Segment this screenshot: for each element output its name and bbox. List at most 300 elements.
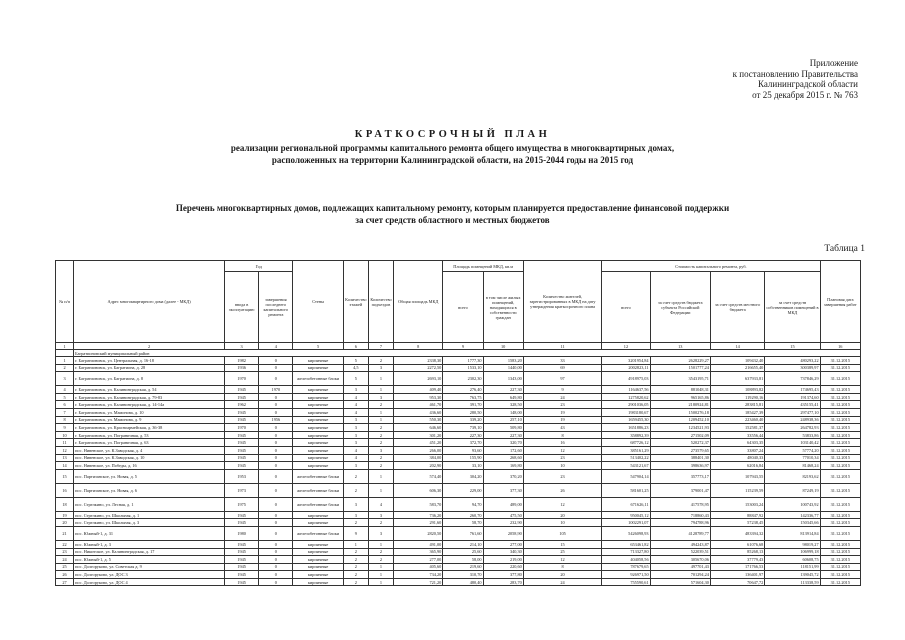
row-year-built: 1945 — [225, 578, 259, 586]
row-year-built: 1945 — [225, 519, 259, 527]
row-cost-owners: 57774,20 — [765, 446, 820, 454]
row-premises-owned: 377,30 — [483, 483, 523, 497]
row-residents: 97 — [523, 372, 601, 386]
row-premises-owned: 257,10 — [483, 416, 523, 424]
table-label: Таблица 1 — [824, 244, 865, 254]
row-year-built: 1945 — [225, 462, 259, 470]
row-residents: 10 — [523, 519, 601, 527]
row-number: 24 — [56, 556, 74, 564]
row-cost-local: 637933,81 — [710, 372, 764, 386]
row-number: 14 — [56, 462, 74, 470]
row-entrances: 1 — [368, 483, 393, 497]
row-total-area: 409,40 — [394, 386, 443, 394]
row-address: пос. Южный-1, д. 3 — [74, 540, 225, 548]
row-cost-local: 283815,81 — [710, 401, 764, 409]
row-premises-owned: 2058,90 — [483, 526, 523, 540]
row-cost-fund: 494243,87 — [650, 540, 710, 548]
row-cost-owners: 100743,92 — [765, 497, 820, 511]
row-cost-local: 61076,68 — [710, 540, 764, 548]
row-deadline: 31.12.2015 — [820, 462, 860, 470]
table-row — [56, 424, 861, 432]
row-premises-owned: 227,30 — [483, 431, 523, 439]
row-walls: кирпичные — [293, 416, 343, 424]
table-row — [56, 372, 861, 386]
row-cost-fund: 881048,31 — [650, 386, 710, 394]
row-floors: 3 — [343, 386, 368, 394]
row-premises-total: 739,10 — [443, 424, 483, 432]
table-row — [56, 556, 861, 564]
row-entrances: 1 — [368, 571, 393, 579]
row-cost-fund: 379001,47 — [650, 483, 710, 497]
row-walls: железобетонные блоки — [293, 483, 343, 497]
row-entrances: 1 — [368, 372, 393, 386]
row-year-repair: 0 — [259, 483, 293, 497]
table-row — [56, 540, 861, 548]
row-cost-owners: 300389,97 — [765, 364, 820, 372]
col-header-cost-local: за счет средств местного бюджета — [710, 272, 764, 343]
row-premises-total: 276,40 — [443, 386, 483, 394]
col-header-entrances: Количество подъездов — [368, 261, 393, 343]
row-number: 10 — [56, 431, 74, 439]
row-cost-local: 136401,97 — [710, 571, 764, 579]
row-premises-total: 280,50 — [443, 408, 483, 416]
row-entrances: 1 — [368, 540, 393, 548]
row-cost-total: 547904,14 — [602, 469, 650, 483]
row-cost-local: 185427,39 — [710, 408, 764, 416]
row-year-repair: 0 — [259, 364, 293, 372]
row-residents: 23 — [523, 401, 601, 409]
row-total-area: 301,20 — [394, 431, 443, 439]
table-row — [56, 469, 861, 483]
row-total-area: 266,00 — [394, 446, 443, 454]
table-row — [56, 416, 861, 424]
row-year-repair: 0 — [259, 563, 293, 571]
row-walls: железобетонные блоки — [293, 526, 343, 540]
row-cost-fund: 571604,30 — [650, 578, 710, 586]
row-entrances: 1 — [368, 416, 393, 424]
col-header-premises-owned: в том числе жилых помещений, находящихся в собственности граждан — [483, 272, 523, 343]
row-premises-total: 310,70 — [443, 571, 483, 579]
row-address: г. Багратионовск, ул. Красноармейская, д. 36-38 — [74, 424, 225, 432]
row-cost-owners: 150345,66 — [765, 519, 820, 527]
row-deadline: 31.12.2015 — [820, 357, 860, 365]
row-number: 18 — [56, 497, 74, 511]
row-walls: кирпичные — [293, 386, 343, 394]
row-cost-local: 107943,55 — [710, 469, 764, 483]
row-premises-owned: 649,80 — [483, 393, 523, 401]
col-header-cost-fund: за счет средств бюджета субъекта Российской Федерации — [650, 272, 710, 343]
row-entrances: 3 — [368, 526, 393, 540]
row-premises-total: 58,00 — [443, 556, 483, 564]
column-number-cell: 13 — [650, 343, 710, 350]
row-deadline: 31.12.2015 — [820, 416, 860, 424]
column-number-cell: 11 — [523, 343, 601, 350]
row-deadline: 31.12.2015 — [820, 526, 860, 540]
row-year-built: 1982 — [225, 357, 259, 365]
row-floors: 3 — [343, 439, 368, 447]
row-floors: 3 — [343, 416, 368, 424]
column-number-cell: 4 — [259, 343, 293, 350]
row-year-built: 1945 — [225, 571, 259, 579]
row-cost-fund: 273579,65 — [650, 446, 710, 454]
row-walls: кирпичные — [293, 578, 343, 586]
row-residents: 12 — [523, 446, 601, 454]
row-premises-total: 260,70 — [443, 511, 483, 519]
row-cost-total: 926971,50 — [602, 571, 650, 579]
row-number: 4 — [56, 386, 74, 394]
subtitle-line: реализации региональной программы капитального ремонта общего имущества в многоквартирных домах, — [230, 143, 675, 153]
row-year-built: 1945 — [225, 454, 259, 462]
row-number: 23 — [56, 548, 74, 556]
row-residents: 12 — [523, 556, 601, 564]
row-year-built: 1953 — [225, 469, 259, 483]
row-year-built: 1970 — [225, 424, 259, 432]
row-cost-fund: 271502,09 — [650, 431, 710, 439]
row-residents: 43 — [523, 424, 601, 432]
row-residents: 20 — [523, 511, 601, 519]
table-row — [56, 519, 861, 527]
row-floors: 3 — [343, 497, 368, 511]
row-address: пос. Долгоруково, ул. ДОС 3 — [74, 571, 225, 579]
row-address: г. Багратионовск, ул. Калининградская, д. 14-14а — [74, 401, 225, 409]
document-subtitle — [0, 142, 905, 166]
column-number-cell: 3 — [225, 343, 259, 350]
row-number: 1 — [56, 357, 74, 365]
col-header-deadline: Плановая дата завершения работ — [820, 261, 860, 343]
table-row — [56, 548, 861, 556]
row-floors: 2 — [343, 519, 368, 527]
row-cost-total: 653461,82 — [602, 540, 650, 548]
row-cost-fund: 497701,43 — [650, 563, 710, 571]
row-cost-local: 115239,59 — [710, 483, 764, 497]
column-number-cell: 16 — [820, 343, 860, 350]
row-premises-owned: 377,80 — [483, 571, 523, 579]
row-number: 16 — [56, 483, 74, 497]
row-cost-fund: 417578,95 — [650, 497, 710, 511]
table-row — [56, 446, 861, 454]
row-cost-fund: 794788,96 — [650, 519, 710, 527]
row-cost-total: 1659455,30 — [602, 416, 650, 424]
row-deadline: 31.12.2015 — [820, 578, 860, 586]
row-cost-local: 62016,84 — [710, 462, 764, 470]
row-total-area: 405,60 — [394, 563, 443, 571]
row-total-area: 277,00 — [394, 556, 443, 564]
row-cost-total: 385161,29 — [602, 446, 650, 454]
row-cost-owners: 87249,19 — [765, 483, 820, 497]
row-cost-total: 1651886,23 — [602, 424, 650, 432]
row-number: 2 — [56, 364, 74, 372]
row-floors: 5 — [343, 372, 368, 386]
table-row — [56, 511, 861, 519]
row-address: пос. Нивенское, ул. Победы, д. 16 — [74, 462, 225, 470]
row-cost-total: 2901036,05 — [602, 401, 650, 409]
table-row — [56, 364, 861, 372]
row-year-built: 1945 — [225, 446, 259, 454]
row-year-built: 1945 — [225, 548, 259, 556]
row-cost-total: 1164637,56 — [602, 386, 650, 394]
row-total-area: 384,00 — [394, 454, 443, 462]
col-header-floors: Количество этажей — [343, 261, 368, 343]
row-floors: 4 — [343, 401, 368, 409]
row-entrances: 3 — [368, 511, 393, 519]
row-year-built: 1980 — [225, 526, 259, 540]
row-entrances: 1 — [368, 408, 393, 416]
row-number: 21 — [56, 526, 74, 540]
col-header-total-area: Общая площадь МКД — [394, 261, 443, 343]
row-entrances: 2 — [368, 462, 393, 470]
row-cost-owners: 174695,43 — [765, 386, 820, 394]
row-premises-total: 229,00 — [443, 483, 483, 497]
row-cost-total: 543121,67 — [602, 462, 650, 470]
row-premises-total: 1533,10 — [443, 364, 483, 372]
row-year-built: 1945 — [225, 511, 259, 519]
row-entrances: 3 — [368, 393, 393, 401]
row-cost-total: 1275820,62 — [602, 393, 650, 401]
row-residents: 23 — [523, 469, 601, 483]
row-premises-total: 1777,30 — [443, 357, 483, 365]
row-cost-total: 2002823,11 — [602, 364, 650, 372]
row-address: г. Багратионовск, ул. Багратиона, д. 8 — [74, 372, 225, 386]
column-number-cell: 9 — [443, 343, 483, 350]
row-deadline: 31.12.2015 — [820, 393, 860, 401]
row-cost-total: 581601,25 — [602, 483, 650, 497]
row-year-built: 1945 — [225, 540, 259, 548]
row-floors: 4 — [343, 408, 368, 416]
row-floors: 4 — [343, 446, 368, 454]
col-header-cost: Стоимость капитального ремонта, руб. — [602, 261, 820, 272]
appendix-line: Калининградской области — [757, 79, 858, 89]
row-cost-total: 671626,11 — [602, 497, 650, 511]
row-year-repair: 0 — [259, 571, 293, 579]
column-number-cell: 14 — [710, 343, 764, 350]
row-cost-total: 358892,39 — [602, 431, 650, 439]
row-premises-owned: 328,50 — [483, 401, 523, 409]
row-cost-owners: 82193,62 — [765, 469, 820, 483]
row-premises-owned: 219,00 — [483, 556, 523, 564]
row-premises-total: 763,75 — [443, 393, 483, 401]
row-number: 22 — [56, 540, 74, 548]
table-row — [56, 393, 861, 401]
row-cost-fund: 388401,30 — [650, 454, 710, 462]
row-deadline: 31.12.2015 — [820, 571, 860, 579]
row-cost-fund: 2180924,81 — [650, 401, 710, 409]
row-premises-owned: 509,80 — [483, 424, 523, 432]
row-cost-local: 483394,32 — [710, 526, 764, 540]
row-address: г. Багратионовск, ул. Багратиона, д. 28 — [74, 364, 225, 372]
row-deadline: 31.12.2015 — [820, 483, 860, 497]
row-entrances: 2 — [368, 439, 393, 447]
list-title-line: Перечень многоквартирных домов, подлежащих капитальному ремонту, которым планируется предоставление финансовой поддержки — [175, 203, 730, 213]
row-floors: 9 — [343, 526, 368, 540]
row-cost-owners: 480293,22 — [765, 357, 820, 365]
row-year-repair: 0 — [259, 424, 293, 432]
row-premises-total: 94,70 — [443, 497, 483, 511]
row-floors: 2 — [343, 483, 368, 497]
row-entrances: 2 — [368, 519, 393, 527]
column-number-row — [56, 343, 861, 350]
row-cost-owners: 139045,72 — [765, 571, 820, 579]
row-cost-owners: 435155,41 — [765, 401, 820, 409]
row-cost-local: 216655,40 — [710, 364, 764, 372]
appendix-line: к постановлению Правительства — [732, 68, 858, 79]
table-row — [56, 386, 861, 394]
table-row — [56, 563, 861, 571]
row-cost-total: 1983180,67 — [602, 408, 650, 416]
row-number: 11 — [56, 439, 74, 447]
row-year-repair: 0 — [259, 408, 293, 416]
row-cost-fund: 965165,86 — [650, 393, 710, 401]
row-cost-owners: 60608,75 — [765, 556, 820, 564]
row-walls: железобетонные блоки — [293, 497, 343, 511]
row-address: пос. Долгоруково, ул. Советская д. 9 — [74, 563, 225, 571]
row-address: пос. Нивенское, ул. К.Заводская, д. 4 — [74, 446, 225, 454]
row-cost-total: 3201954,84 — [602, 357, 650, 365]
row-address: г. Багратионовск, ул. Калининградская, д. 79-83 — [74, 393, 225, 401]
row-premises-total: 155,90 — [443, 454, 483, 462]
row-total-area: 451,20 — [394, 439, 443, 447]
row-total-area: 491,00 — [394, 540, 443, 548]
row-deadline: 31.12.2015 — [820, 386, 860, 394]
row-number: 27 — [56, 578, 74, 586]
row-floors: 3 — [343, 424, 368, 432]
row-total-area: 202,90 — [394, 462, 443, 470]
row-cost-local: 37779,43 — [710, 556, 764, 564]
table-row — [56, 526, 861, 540]
row-year-repair: 1956 — [259, 416, 293, 424]
row-number: 13 — [56, 454, 74, 462]
row-walls: кирпичные — [293, 519, 343, 527]
row-walls: кирпичные — [293, 357, 343, 365]
row-number: 5 — [56, 393, 74, 401]
row-address: г. Багратионовск, ул. Центральная, д. 16-18 — [74, 357, 225, 365]
row-cost-total: 5426098,93 — [602, 526, 650, 540]
row-year-repair: 0 — [259, 469, 293, 483]
row-premises-total: 391,70 — [443, 401, 483, 409]
row-address: г. Багратионовск, ул. Пограничная, д. 53 — [74, 431, 225, 439]
row-cost-fund: 2628229,27 — [650, 357, 710, 365]
row-number: 7 — [56, 408, 74, 416]
row-walls: кирпичные — [293, 462, 343, 470]
row-residents: 9 — [523, 386, 601, 394]
row-year-built: 1936 — [225, 364, 259, 372]
row-cost-fund: 522039,51 — [650, 548, 710, 556]
row-deadline: 31.12.2015 — [820, 372, 860, 386]
row-year-built: 1945 — [225, 556, 259, 564]
row-premises-owned: 227,30 — [483, 386, 523, 394]
row-year-repair: 0 — [259, 511, 293, 519]
row-cost-local: 153003,24 — [710, 497, 764, 511]
table-row — [56, 454, 861, 462]
row-deadline: 31.12.2015 — [820, 548, 860, 556]
row-year-built: 1945 — [225, 439, 259, 447]
row-deadline: 31.12.2015 — [820, 469, 860, 483]
row-cost-local: 88847,92 — [710, 511, 764, 519]
row-number: 25 — [56, 563, 74, 571]
row-cost-owners: 737846,29 — [765, 372, 820, 386]
row-year-repair: 0 — [259, 431, 293, 439]
row-total-area: 291,60 — [394, 519, 443, 527]
row-cost-owners: 813914,84 — [765, 526, 820, 540]
row-floors: 3 — [343, 431, 368, 439]
document-title: КРАТКОСРОЧНЫЙ ПЛАН — [354, 129, 551, 140]
row-premises-owned: 475,50 — [483, 511, 523, 519]
row-walls: кирпичные — [293, 439, 343, 447]
row-cost-fund: 520272,37 — [650, 439, 710, 447]
row-walls: кирпичные — [293, 446, 343, 454]
row-cost-total: 687726,12 — [602, 439, 650, 447]
row-residents: 33 — [523, 357, 601, 365]
row-walls: кирпичные — [293, 431, 343, 439]
col-header-premises-area: Площадь помещений МКД, кв.м — [443, 261, 523, 272]
row-walls: кирпичные — [293, 571, 343, 579]
row-address: пос. Стрелкино, ул. Лесная, д. 1 — [74, 497, 225, 511]
row-premises-total: 339,20 — [443, 416, 483, 424]
appendix-line: Приложение — [809, 58, 858, 68]
row-number: 8 — [56, 416, 74, 424]
row-deadline: 31.12.2015 — [820, 401, 860, 409]
row-cost-fund: 3543195,71 — [650, 372, 710, 386]
table-row — [56, 408, 861, 416]
row-floors: 3 — [343, 511, 368, 519]
column-number-cell: 2 — [74, 343, 225, 350]
list-title-line: за счет средств областного и местных бюджетов — [355, 215, 550, 225]
row-premises-owned: 1583,20 — [483, 357, 523, 365]
row-year-built: 1945 — [225, 386, 259, 394]
row-premises-owned: 370,20 — [483, 469, 523, 483]
row-address: пос. Партизанское, ул. Новая, д. 6 — [74, 483, 225, 497]
row-year-repair: 0 — [259, 439, 293, 447]
row-premises-total: 480,40 — [443, 578, 483, 586]
row-cost-local: 48040,33 — [710, 454, 764, 462]
row-year-repair: 0 — [259, 357, 293, 365]
row-total-area: 2272,50 — [394, 364, 443, 372]
row-total-area: 2820,50 — [394, 526, 443, 540]
row-entrances: 2 — [368, 556, 393, 564]
row-cost-owners: 53833,86 — [765, 431, 820, 439]
row-entrances: 2 — [368, 357, 393, 365]
col-header-cost-owners: за счет средств собственников помещений в МКД — [765, 272, 820, 343]
row-deadline: 31.12.2015 — [820, 364, 860, 372]
row-cost-owners: 248938,36 — [765, 416, 820, 424]
row-walls: кирпичные — [293, 364, 343, 372]
row-residents: 15 — [523, 540, 601, 548]
row-address: г. Багратионовск, ул. Калининградская, д. 54 — [74, 386, 225, 394]
group-row — [56, 350, 861, 357]
row-number: 26 — [56, 571, 74, 579]
row-premises-owned: 340,30 — [483, 548, 523, 556]
col-header-walls: Стены — [293, 261, 343, 343]
row-entrances: 2 — [368, 401, 393, 409]
table-row — [56, 401, 861, 409]
row-walls: кирпичные — [293, 540, 343, 548]
row-premises-owned: 220,60 — [483, 563, 523, 571]
row-premises-owned: 283,70 — [483, 578, 523, 586]
row-residents: 105 — [523, 526, 601, 540]
row-year-repair: 0 — [259, 497, 293, 511]
row-premises-total: 214,10 — [443, 540, 483, 548]
row-total-area: 574,40 — [394, 469, 443, 483]
row-year-built: 1945 — [225, 431, 259, 439]
row-year-repair: 0 — [259, 540, 293, 548]
row-floors: 2 — [343, 469, 368, 483]
row-year-built: 1945 — [225, 563, 259, 571]
row-year-built: 1973 — [225, 483, 259, 497]
row-year-repair: 0 — [259, 548, 293, 556]
row-total-area: 2693,10 — [394, 372, 443, 386]
row-total-area: 583,70 — [394, 497, 443, 511]
row-premises-total: 93,60 — [443, 446, 483, 454]
row-address: пос. Южный-1, д. 5 — [74, 556, 225, 564]
